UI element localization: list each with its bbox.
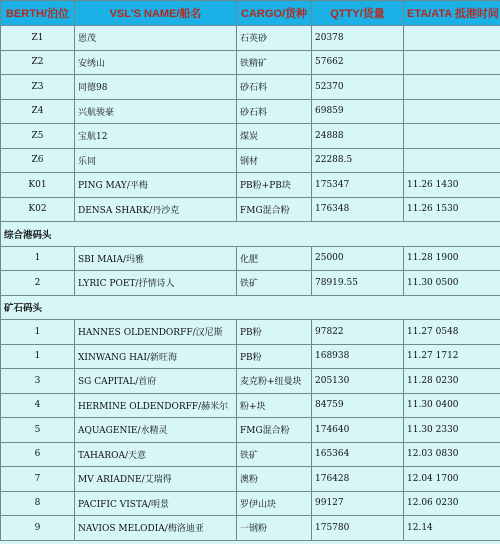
header-vessel-name: VSL'S NAME/船名 <box>75 1 237 26</box>
cargo-cell: 煤炭 <box>237 124 312 149</box>
table-row <box>1 344 500 369</box>
quantity-cell: 84759 <box>312 393 404 418</box>
eta-cell: 11.26 1530 <box>404 197 500 222</box>
quantity-cell: 168938 <box>312 344 404 369</box>
table-row <box>1 124 500 149</box>
section-header-row <box>1 222 500 247</box>
eta-cell <box>404 75 500 100</box>
eta-cell <box>404 50 500 75</box>
table-row <box>1 467 500 492</box>
table-row <box>1 320 500 345</box>
berth-cell: 4 <box>1 393 75 418</box>
quantity-cell: 78919.55 <box>312 271 404 296</box>
berth-cell: Z5 <box>1 124 75 149</box>
cargo-cell: 一钢粉 <box>237 516 312 541</box>
quantity-cell: 174640 <box>312 418 404 443</box>
vessel-name-cell: PING MAY/平梅 <box>75 173 237 198</box>
section-title: 矿石码头 <box>1 295 500 320</box>
table-row <box>1 75 500 100</box>
table-row <box>1 418 500 443</box>
vessel-name-cell: XINWANG HAI/新旺海 <box>75 344 237 369</box>
cargo-cell: 砂石料 <box>237 99 312 124</box>
eta-cell: 12.06 0230 <box>404 491 500 516</box>
berth-cell: 5 <box>1 418 75 443</box>
eta-cell: 11.27 1712 <box>404 344 500 369</box>
eta-cell <box>404 99 500 124</box>
vessel-name-cell: PACIFIC VISTA/明景 <box>75 491 237 516</box>
eta-cell <box>404 124 500 149</box>
cargo-cell: PB粉+PB块 <box>237 173 312 198</box>
cargo-cell: 麦克粉+纽曼块 <box>237 369 312 394</box>
cargo-cell: FMG混合粉 <box>237 197 312 222</box>
table-row <box>1 173 500 198</box>
berth-cell: 1 <box>1 246 75 271</box>
quantity-cell: 176348 <box>312 197 404 222</box>
table-row <box>1 50 500 75</box>
table-row <box>1 148 500 173</box>
section-title: 综合港码头 <box>1 222 500 247</box>
eta-cell: 12.03 0830 <box>404 442 500 467</box>
eta-cell: 12.04 1700 <box>404 467 500 492</box>
cargo-cell: PB粉 <box>237 344 312 369</box>
table-row <box>1 99 500 124</box>
eta-cell: 11.30 2330 <box>404 418 500 443</box>
cargo-cell: FMG混合粉 <box>237 418 312 443</box>
berth-cell: 9 <box>1 516 75 541</box>
cargo-cell: 澳粉 <box>237 467 312 492</box>
quantity-cell: 52370 <box>312 75 404 100</box>
cargo-cell: 砂石料 <box>237 75 312 100</box>
berth-cell: 8 <box>1 491 75 516</box>
berth-cell: 1 <box>1 320 75 345</box>
quantity-cell: 20378 <box>312 26 404 51</box>
header-berth: BERTH/泊位 <box>1 1 75 26</box>
eta-cell: 11.28 1900 <box>404 246 500 271</box>
cargo-cell: 铁矿 <box>237 442 312 467</box>
table-row <box>1 197 500 222</box>
vessel-name-cell: 乐同 <box>75 148 237 173</box>
berth-cell: Z4 <box>1 99 75 124</box>
cargo-cell: 罗伊山块 <box>237 491 312 516</box>
quantity-cell: 24888 <box>312 124 404 149</box>
berth-cell: 6 <box>1 442 75 467</box>
table-row <box>1 369 500 394</box>
quantity-cell: 69859 <box>312 99 404 124</box>
vessel-name-cell: HERMINE OLDENDORFF/赫米尔 <box>75 393 237 418</box>
quantity-cell: 57662 <box>312 50 404 75</box>
vessel-name-cell: TAHAROA/天意 <box>75 442 237 467</box>
table-body <box>1 26 500 541</box>
vessel-name-cell: 宝航12 <box>75 124 237 149</box>
quantity-cell: 99127 <box>312 491 404 516</box>
vessel-name-cell: SBI MAIA/玛雅 <box>75 246 237 271</box>
berth-cell: 3 <box>1 369 75 394</box>
vessel-name-cell: 兴航骏豪 <box>75 99 237 124</box>
quantity-cell: 175780 <box>312 516 404 541</box>
berth-cell: K01 <box>1 173 75 198</box>
eta-cell <box>404 148 500 173</box>
eta-cell: 11.28 0230 <box>404 369 500 394</box>
quantity-cell: 165364 <box>312 442 404 467</box>
quantity-cell: 176428 <box>312 467 404 492</box>
berth-cell: 1 <box>1 344 75 369</box>
quantity-cell: 22288.5 <box>312 148 404 173</box>
table-row <box>1 271 500 296</box>
cargo-cell: 铁精矿 <box>237 50 312 75</box>
table-row <box>1 491 500 516</box>
quantity-cell: 97822 <box>312 320 404 345</box>
vessel-name-cell: LYRIC POET/抒情诗人 <box>75 271 237 296</box>
vessel-name-cell: AQUAGENIE/水精灵 <box>75 418 237 443</box>
berth-cell: K02 <box>1 197 75 222</box>
quantity-cell: 175347 <box>312 173 404 198</box>
berth-cell: 2 <box>1 271 75 296</box>
berth-cell: 7 <box>1 467 75 492</box>
header-cargo: CARGO/货种 <box>237 1 312 26</box>
berth-cell: Z3 <box>1 75 75 100</box>
header-eta: ETA/ATA 抵港时间 <box>404 1 500 26</box>
table-row <box>1 246 500 271</box>
table-row <box>1 442 500 467</box>
eta-cell: 11.26 1430 <box>404 173 500 198</box>
table-row <box>1 393 500 418</box>
table-row <box>1 26 500 51</box>
cargo-cell: 铁矿 <box>237 271 312 296</box>
table-row <box>1 516 500 541</box>
cargo-cell: 粉+块 <box>237 393 312 418</box>
vessel-name-cell: SG CAPITAL/首府 <box>75 369 237 394</box>
vessel-name-cell: 同德98 <box>75 75 237 100</box>
eta-cell: 11.30 0400 <box>404 393 500 418</box>
eta-cell: 11.30 0500 <box>404 271 500 296</box>
cargo-cell: 钢材 <box>237 148 312 173</box>
cargo-cell: 化肥 <box>237 246 312 271</box>
section-header-row <box>1 295 500 320</box>
header-quantity: QTTY/货量 <box>312 1 404 26</box>
vessel-name-cell: 恩茂 <box>75 26 237 51</box>
header-row <box>1 1 500 26</box>
quantity-cell: 25000 <box>312 246 404 271</box>
berth-cell: Z2 <box>1 50 75 75</box>
eta-cell: 12.14 <box>404 516 500 541</box>
vessel-name-cell: 安绣山 <box>75 50 237 75</box>
vessel-name-cell: HANNES OLDENDORFF/汉尼斯 <box>75 320 237 345</box>
eta-cell: 11.27 0548 <box>404 320 500 345</box>
vessel-name-cell: NAVIOS MELODIA/梅洛迪亚 <box>75 516 237 541</box>
eta-cell <box>404 26 500 51</box>
berth-cell: Z6 <box>1 148 75 173</box>
cargo-cell: PB粉 <box>237 320 312 345</box>
quantity-cell: 205130 <box>312 369 404 394</box>
cargo-cell: 石英砂 <box>237 26 312 51</box>
vessel-name-cell: MV ARIADNE/艾瑞得 <box>75 467 237 492</box>
vessel-name-cell: DENSA SHARK/丹沙克 <box>75 197 237 222</box>
berth-cell: Z1 <box>1 26 75 51</box>
